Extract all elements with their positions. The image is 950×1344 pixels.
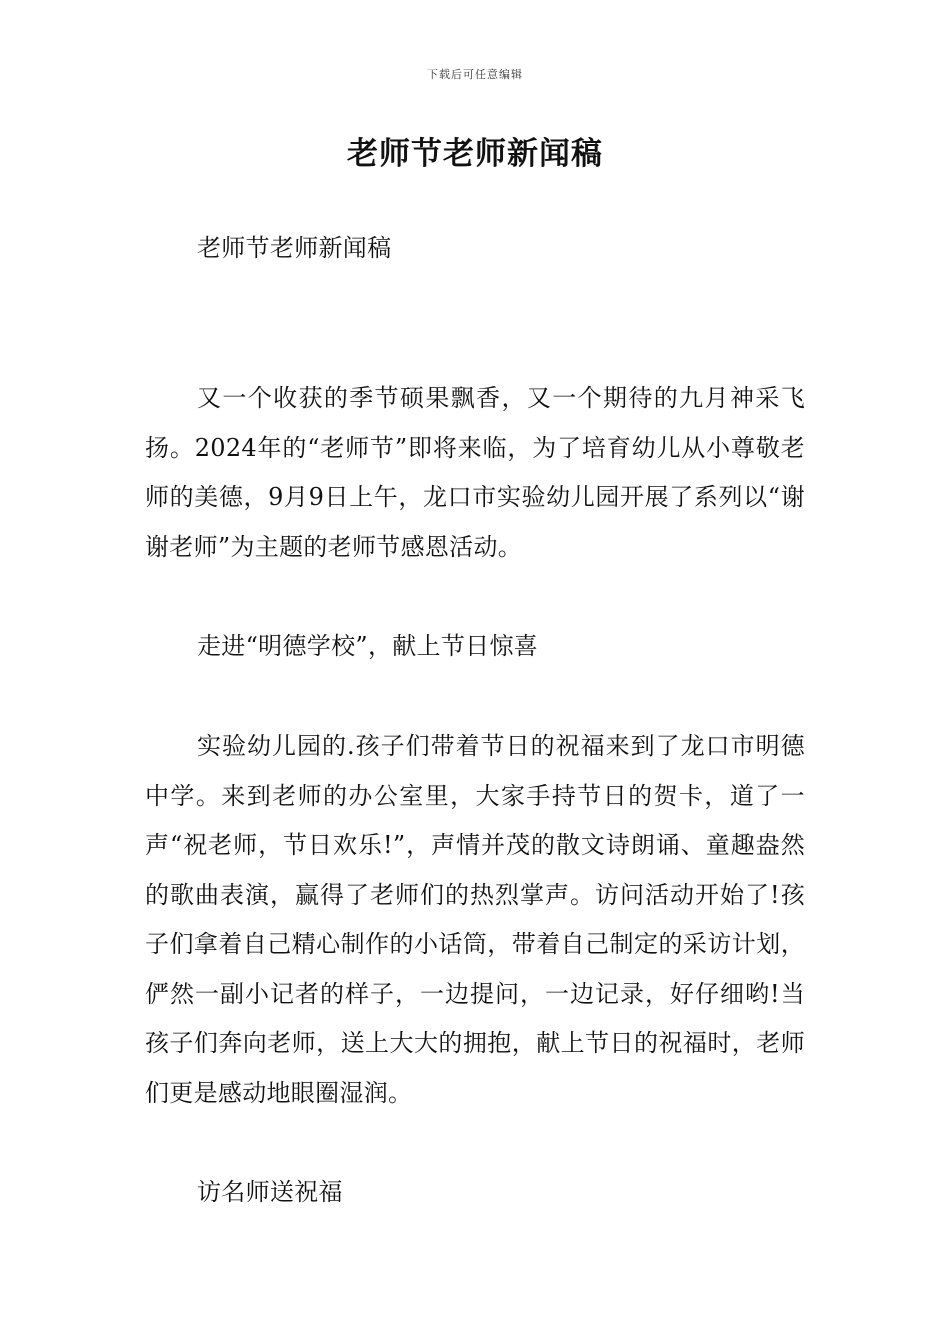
section-heading-visit-teachers: 访名师送祝福 [197,1178,343,1206]
document-title: 老师节老师新闻稿 [347,136,603,172]
paragraph-intro: 又一个收获的季节硕果飘香，又一个期待的九月神采飞扬。2024年的“老师节”即将来临，为了培育幼儿从小尊敬老师的美德，9月9日上午，龙口市实验幼儿园开展了系列以“谢谢老师”为主题的老师节感恩活动。 [145,384,805,561]
document-subtitle: 老师节老师新闻稿 [197,234,392,262]
paragraph-visit-school: 实验幼儿园的.孩子们带着节日的祝福来到了龙口市明德中学。来到老师的办公室里，大家手持节日的贺卡，道了一声“祝老师，节日欢乐!”，声情并茂的散文诗朗诵、童趣盎然的歌曲表演，赢得了老师们的热烈掌声。访问活动开始了!孩子们拿着自己精心制作的小话筒，带着自己制定的采访计划，俨然一副小记者的样子，一边提问，一边记录，好仔细哟!当孩子们奔向老师，送上大大的拥抱，献上节日的祝福时，老师们更是感动地眼圈湿润。 [145,732,805,1107]
header-note: 下载后可任意编辑 [427,68,523,81]
section-heading-visit-school: 走进“明德学校”，献上节日惊喜 [197,632,539,660]
